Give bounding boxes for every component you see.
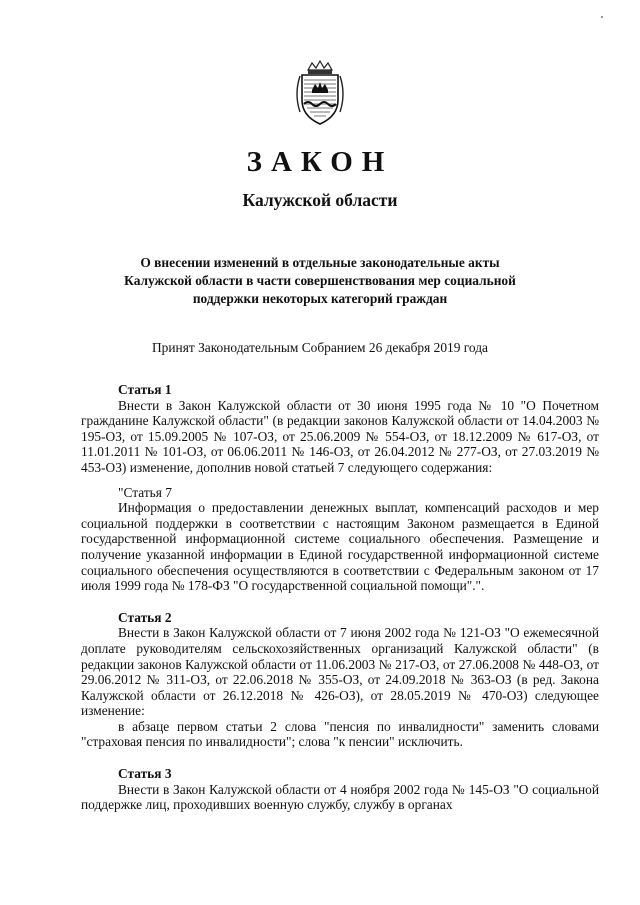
article-7-quote-text: Информация о предоставлении денежных выплат, компенсаций расходов и мер социальной поддержки в соответствии с настоящим Законом размещается в Единой государственной информационной системе социального обеспечения. Размещение и получение указанной информации в Единой государственной информационной системе социального обеспечения осуществляются в соответствии с Федеральным законом от 17 июля 1999 года № 178-ФЗ "О государственной социальной помощи".".: [81, 500, 599, 594]
law-subject-line: Калужской области в части совершенствования мер социальной: [124, 273, 516, 288]
scan-speck: [601, 16, 603, 18]
law-subject-line: О внесении изменений в отдельные законодательные акты: [140, 255, 500, 270]
region-name: Калужской области: [242, 190, 398, 210]
coat-of-arms-emblem: [292, 60, 348, 128]
law-body: [81, 382, 599, 813]
article-2-heading: Статья 2: [118, 609, 172, 625]
article-3-text: Внести в Закон Калужской области от 4 ноября 2002 года № 145-ОЗ "О социальной поддержке лиц, проходивших военную службу, службу в органах: [81, 781, 599, 813]
article-1-heading: Статья 1: [118, 382, 172, 397]
article-1-text: Внести в Закон Калужской области от 30 июня 1995 года № 10 "О Почетном гражданине Калужской области" (в редакции законов Калужской области от 14.04.2003 № 195-ОЗ, от 15.09.2005 № 107-ОЗ, от 25.06.2009 № 554-ОЗ, от 18.12.2009 № 617-ОЗ, от 11.01.2011 № 101-ОЗ, от 06.06.2011 № 146-ОЗ, от 26.04.2012 № 277-ОЗ, от 27.03.2019 № 453-ОЗ) изменение, дополнив новой статьей 7 следующего содержания:: [81, 397, 599, 475]
article-2-text: Внести в Закон Калужской области от 7 июня 2002 года № 121-ОЗ "О ежемесячной доплате руководителям сельскохозяйственных организаций Калужской области" (в редакции законов Калужской области от 11.06.2003 № 217-ОЗ, от 27.06.2008 № 448-ОЗ, от 29.06.2012 № 311-ОЗ, от 22.06.2018 № 355-ОЗ, от 24.09.2018 № 363-ОЗ (в ред. Закона Калужской области от 26.12.2018 № 426-ОЗ), от 28.05.2019 № 470-ОЗ) следующее изменение:: [81, 625, 599, 719]
article-3-heading: Статья 3: [118, 766, 172, 782]
article-2-amendment: в абзаце первом статьи 2 слова "пенсия по инвалидности" заменить словами "страховая пенсия по инвалидности"; слова "к пенсии" исключить.: [81, 718, 599, 750]
article-7-quote-heading: "Статья 7: [118, 484, 172, 500]
law-subject: [100, 254, 540, 308]
law-subject-line: поддержки некоторых категорий граждан: [192, 291, 448, 306]
adoption-statement: Принят Законодательным Собранием 26 декабря 2019 года: [152, 340, 488, 355]
law-title: ЗАКОН: [246, 146, 394, 178]
